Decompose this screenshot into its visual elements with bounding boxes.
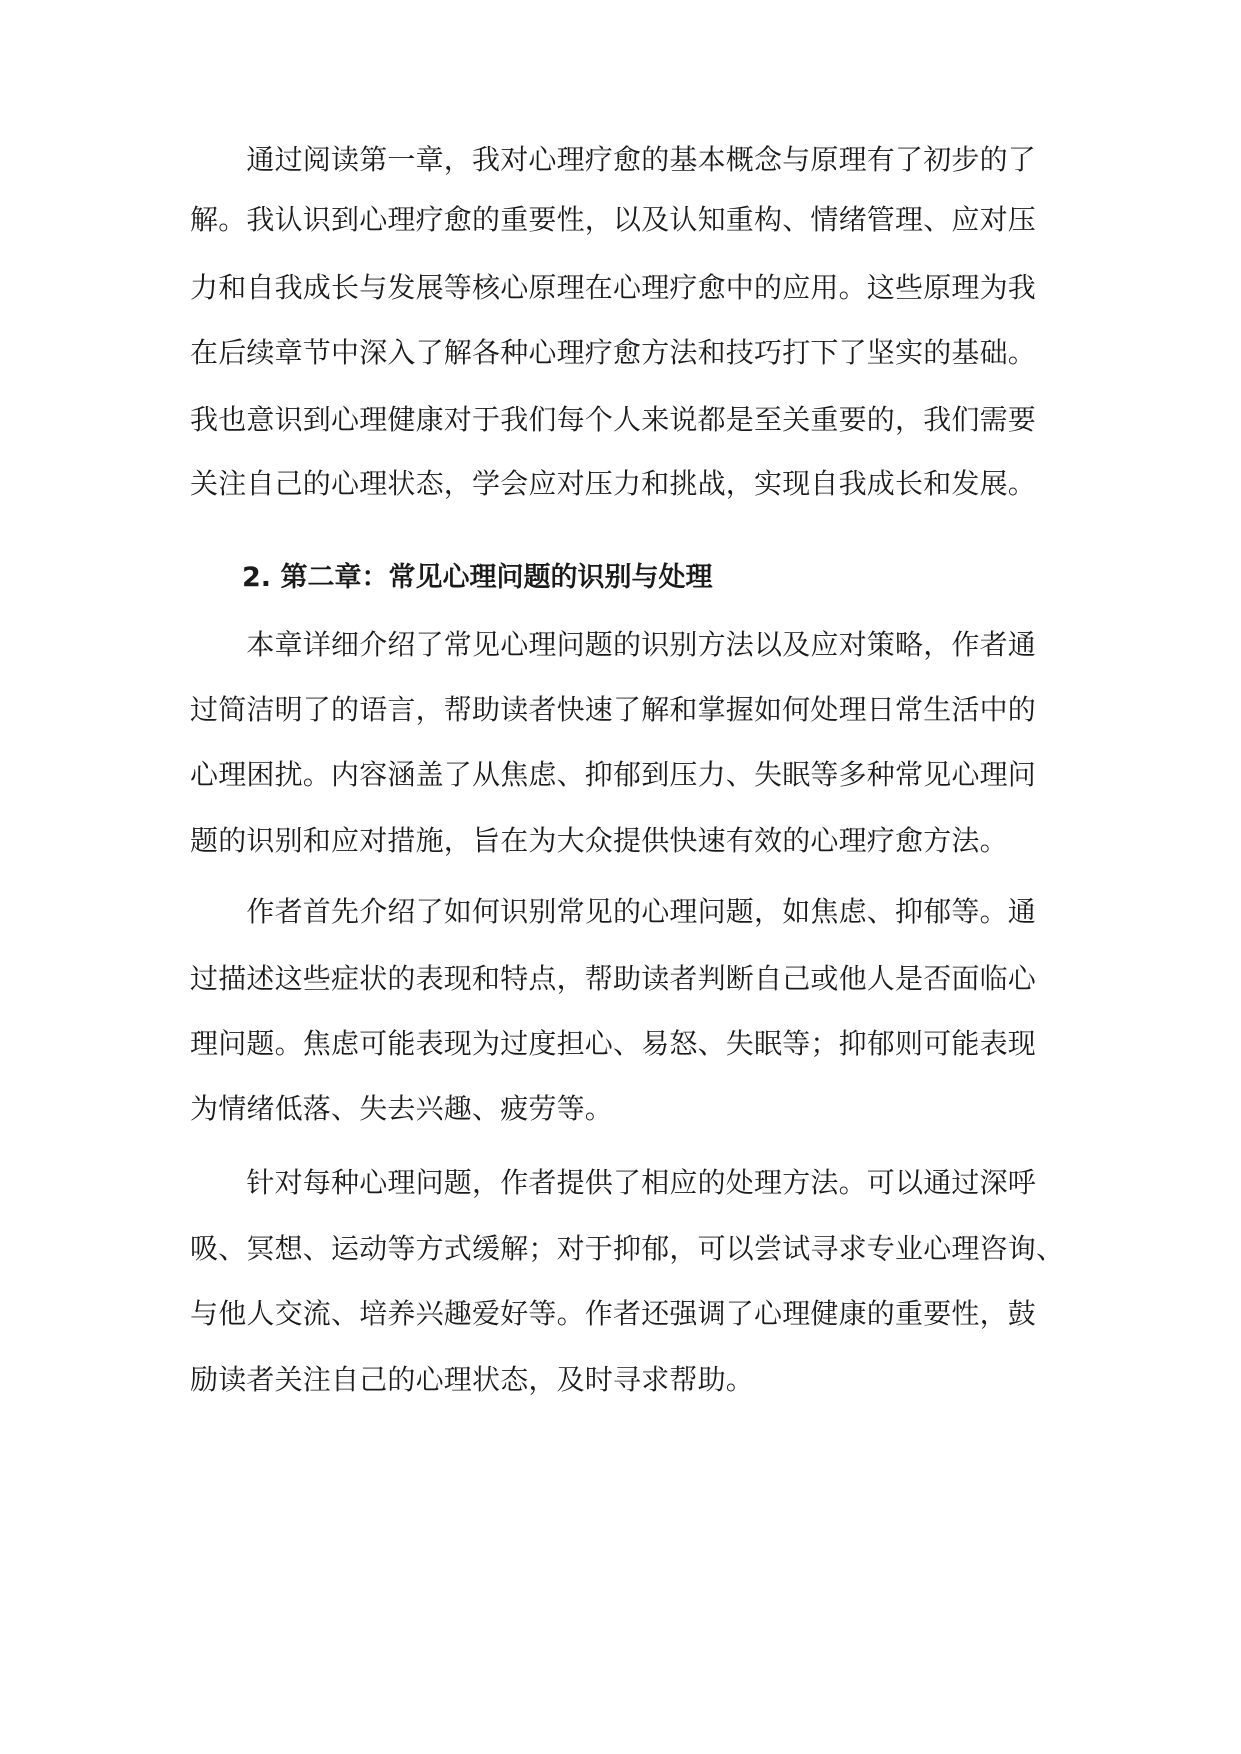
- text-line: 针对每种心理问题，作者提供了相应的处理方法。可以通过深呼: [190, 1166, 1037, 1199]
- section-heading: 2. 第二章：常见心理问题的识别与处理: [242, 562, 713, 593]
- text-line: 与他人交流、培养兴趣爱好等。作者还强调了心理健康的重要性，鼓: [190, 1297, 1037, 1330]
- text-line: 我也意识到心理健康对于我们每个人来说都是至关重要的，我们需要: [190, 403, 1037, 436]
- text-line: 励读者关注自己的心理状态，及时寻求帮助。: [190, 1363, 755, 1396]
- text-line: 通过阅读第一章，我对心理疗愈的基本概念与原理有了初步的了: [190, 143, 1037, 176]
- text-line: 心理困扰。内容涵盖了从焦虑、抑郁到压力、失眠等多种常见心理问: [190, 758, 1037, 791]
- text-line: 在后续章节中深入了解各种心理疗愈方法和技巧打下了坚实的基础。: [190, 336, 1037, 369]
- text-line: 理问题。焦虑可能表现为过度担心、易怒、失眠等；抑郁则可能表现: [190, 1027, 1037, 1060]
- text-line: 吸、冥想、运动等方式缓解；对于抑郁，可以尝试寻求专业心理咨询、: [190, 1232, 1065, 1265]
- text-line: 题的识别和应对措施，旨在为大众提供快速有效的心理疗愈方法。: [190, 824, 1008, 857]
- text-line: 本章详细介绍了常见心理问题的识别方法以及应对策略，作者通: [190, 628, 1037, 661]
- text-line: 力和自我成长与发展等核心原理在心理疗愈中的应用。这些原理为我: [190, 271, 1037, 304]
- text-line: 解。我认识到心理疗愈的重要性，以及认知重构、情绪管理、应对压: [190, 203, 1037, 236]
- text-line: 过描述这些症状的表现和特点，帮助读者判断自己或他人是否面临心: [190, 962, 1037, 995]
- text-line: 过简洁明了的语言，帮助读者快速了解和掌握如何处理日常生活中的: [190, 693, 1037, 726]
- text-line: 关注自己的心理状态，学会应对压力和挑战，实现自我成长和发展。: [190, 467, 1037, 500]
- text-line: 为情绪低落、失去兴趣、疲劳等。: [190, 1092, 614, 1125]
- text-line: 作者首先介绍了如何识别常见的心理问题，如焦虑、抑郁等。通: [190, 895, 1037, 928]
